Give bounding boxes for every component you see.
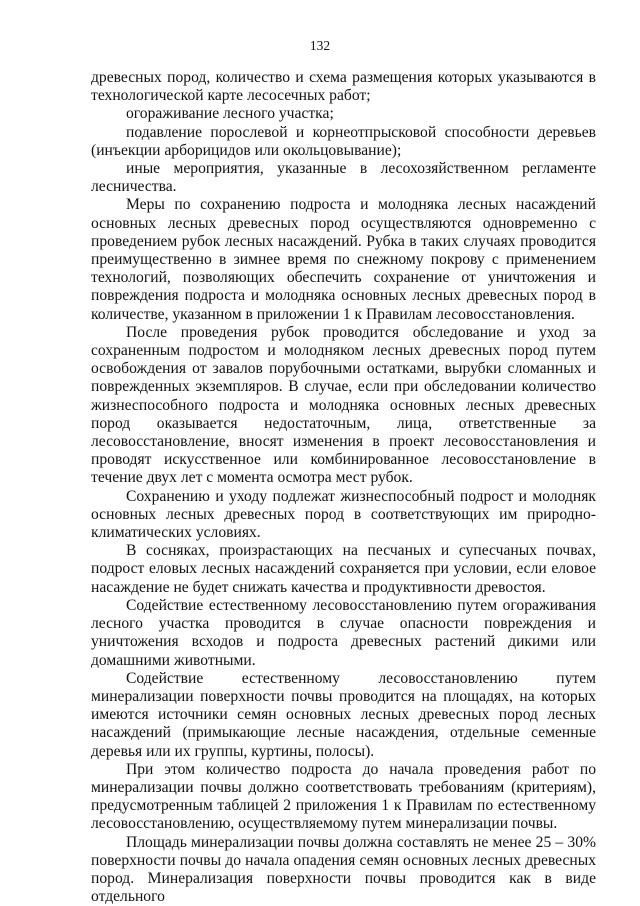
paragraph-mineralization-area: Площадь минерализации почвы должна составлять не менее 25 – 30% поверхности почвы до начала опадения семян основных лесных древесных пород. Минерализация поверхности почвы проводится как в виде отдельного: [91, 833, 596, 906]
list-item-fencing: огораживание лесного участка;: [126, 105, 334, 123]
paragraph-fencing-assistance: Содействие естественному лесовосстановлению путем огораживания лесного участка проводится в случае опасности повреждения и уничтожения всходов и подроста древесных растений дикими или домашними животными.: [91, 596, 596, 669]
document-body: [91, 69, 596, 906]
paragraph-pine-stands: В сосняках, произрастающих на песчаных и супесчаных почвах, подрост еловых лесных насаждений сохраняется при условии, если еловое насаждение не будет снижать качества и продуктивности древостоя.: [91, 542, 596, 596]
paragraph-post-felling-survey: После проведения рубок проводится обследование и уход за сохраненным подростом и молодняком лесных древесных пород путем освобождения от завалов порубочными остатками, вырубки сломанных и поврежденных экземпляров. В случае, если при обследовании количество жизнеспособного подроста и молодняка основных лесных древесных пород оказывается недостаточным, лица, ответственные за лесовосстановление, вносят изменения в проект лесовосстановления и проводят искусственное или комбинированное лесовосстановление в течение двух лет с момента осмотра мест рубок.: [91, 323, 596, 487]
paragraph-undergrowth-preservation: Меры по сохранению подроста и молодняка лесных насаждений основных лесных древесных пород осуществляются одновременно с проведением рубок лесных насаждений. Рубка в таких случаях проводится преимущественно в зимнее время по снежному покрову с применением технологий, позволяющих обеспечить сохранение от уничтожения и повреждения подроста и молодняка основных лесных древесных пород в количестве, указанном в приложении 1 к Правилам лесовосстановления.: [91, 196, 596, 323]
page-number: 132: [309, 38, 331, 53]
paragraph-mineralization-requirements: При этом количество подроста до начала проведения работ по минерализации почвы должно соответствовать требованиям (критериям), предусмотренным таблицей 2 приложения 1 к Правилам по естественному лесовосстановлению, осуществляемому путем минерализации почвы.: [91, 760, 596, 833]
paragraph-care-subject: Сохранению и уходу подлежат жизнеспособный подрост и молодняк основных лесных древесных пород в соответствующих им природно-климатических условиях.: [91, 487, 596, 542]
paragraph-mineralization-assistance: Содействие естественному лесовосстановлению путем минерализации поверхности почвы проводится на площадях, на которых имеются источники семян основных лесных древесных пород лесных насаждений (примыкающие лесные насаждения, отдельные семенные деревья или их группы, куртины, полосы).: [91, 669, 596, 760]
paragraph-continuation: древесных пород, количество и схема размещения которых указываются в технологической карте лесосечных работ;: [91, 69, 596, 105]
list-item-suppression: подавление порослевой и корнеотпрысковой способности деревьев (инъекции арборицидов или окольцовывание);: [91, 123, 596, 159]
list-item-other-measures: иные мероприятия, указанные в лесохозяйственном регламенте лесничества.: [91, 160, 596, 196]
